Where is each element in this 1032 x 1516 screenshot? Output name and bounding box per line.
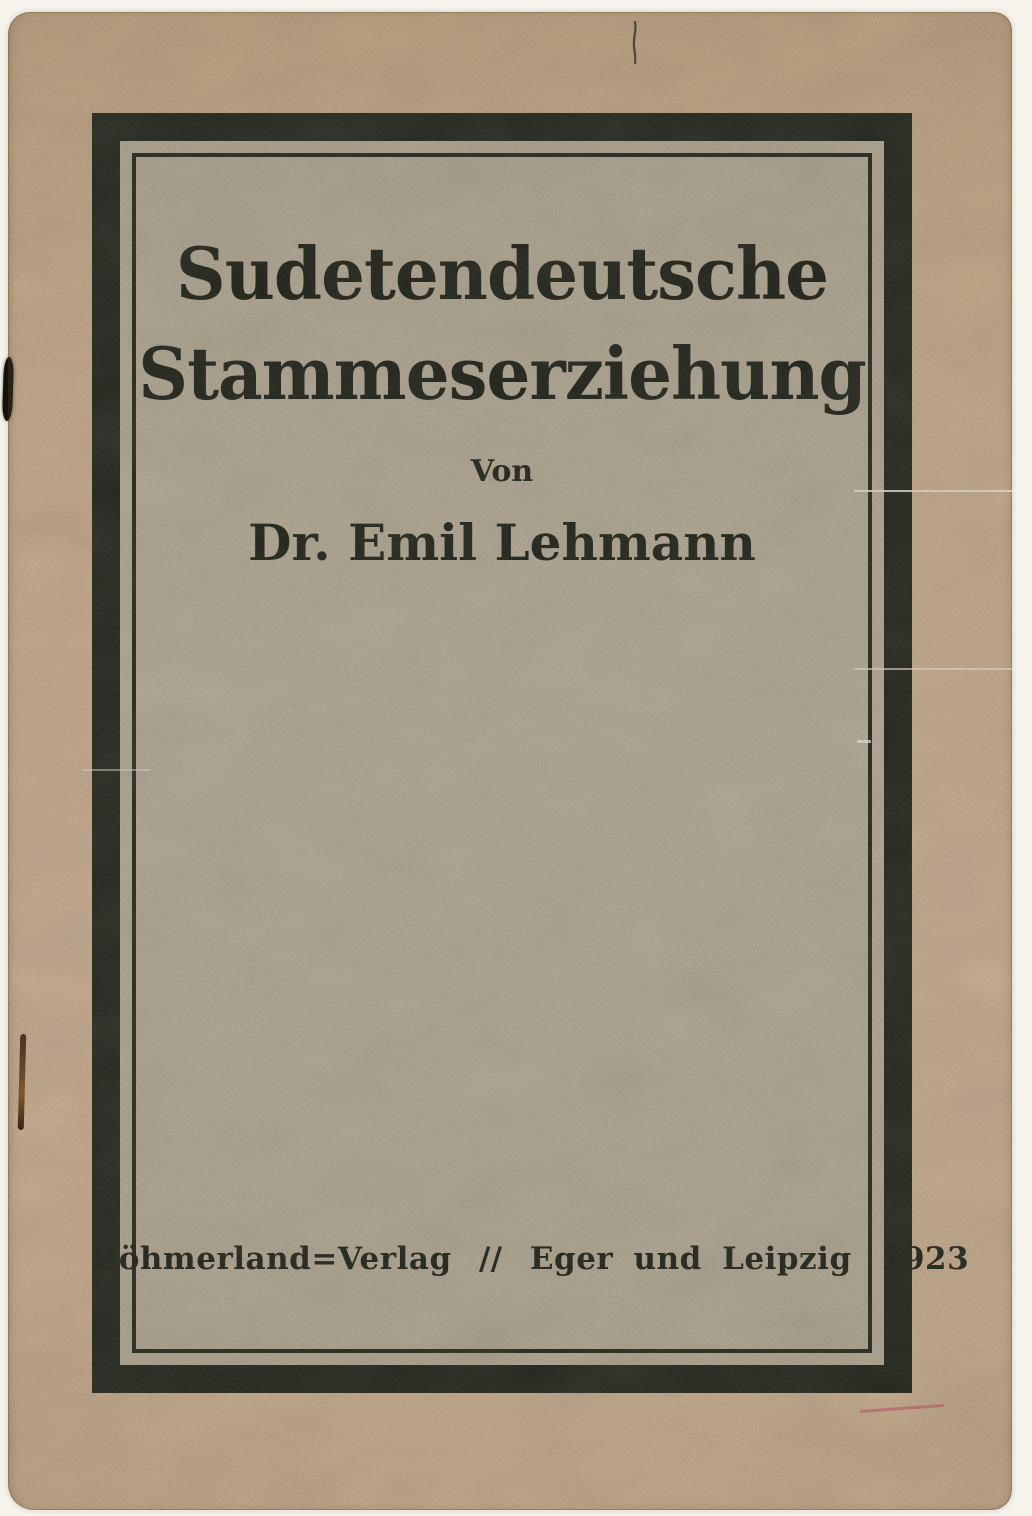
imprint-location: Eger und Leipzig (529, 1241, 852, 1277)
paper-crease-line (854, 668, 1012, 670)
imprint-line (92, 1241, 970, 1277)
staple-shadow-mark (2, 357, 14, 421)
title-line-1: Sudetendeutsche (175, 232, 829, 317)
imprint-separator: // (478, 1241, 503, 1277)
imprint-publisher: Böhmerland=Verlag (92, 1241, 452, 1277)
paper-crease-line (82, 769, 150, 771)
imprint-year: 1923 (880, 1241, 970, 1277)
author-name: Dr. Emil Lehmann (248, 513, 756, 572)
book-title (92, 225, 912, 425)
byline: Von (470, 454, 534, 489)
paper-crease-line (857, 740, 871, 743)
red-pencil-mark (860, 1404, 944, 1413)
rusty-staple-mark (18, 1034, 27, 1130)
title-line-2: Stammeserziehung (138, 332, 866, 417)
paper-crease-line (854, 490, 1012, 492)
cover-content (92, 113, 970, 1393)
handwritten-pen-mark (624, 20, 644, 66)
book-cover (8, 12, 1012, 1510)
